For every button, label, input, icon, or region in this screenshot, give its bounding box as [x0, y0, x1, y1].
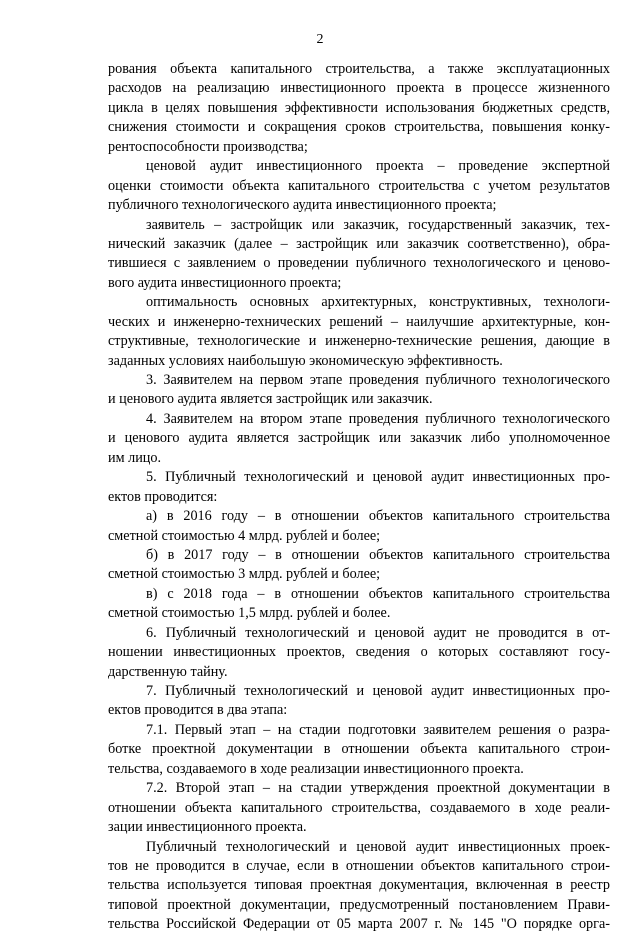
page-number: 2 — [316, 32, 324, 47]
text-line: 6. Публичный технологический и ценовой аудит не проводится в от- — [146, 624, 610, 641]
text-line: структивные, технологические и инженерно-технические решения, дающие в — [108, 333, 610, 350]
text-line: публичного технологического аудита инвестиционного проекта; — [108, 197, 497, 214]
text-line: б) в 2017 году – в отношении объектов капитального строительства — [146, 546, 610, 563]
document-body — [108, 60, 610, 935]
text-line: тов не проводится в случае, если в отношении объектов капитального строи- — [108, 857, 610, 874]
text-line: 3. Заявителем на первом этапе проведения публичного технологического — [146, 372, 610, 388]
text-line: заданных условиях наибольшую экономическую эффективность. — [108, 352, 503, 369]
text-line: 7.2. Второй этап – на стадии утверждения проектной документации в — [146, 780, 610, 797]
text-line: снижения стоимости и сокращения сроков строительства, повышения конку- — [108, 119, 610, 136]
text-line: тельства, создаваемого в ходе реализации инвестиционного проекта. — [108, 760, 524, 777]
text-line: 5. Публичный технологический и ценовой аудит инвестиционных про- — [146, 469, 610, 486]
text-line: отношении объекта капитального строительства, создаваемого в ходе реали- — [108, 799, 610, 816]
text-line: и ценового аудита является застройщик или заказчик. — [108, 391, 433, 408]
text-line: 7.1. Первый этап – на стадии подготовки заявителем решения о разра- — [146, 721, 610, 738]
text-line: ценовой аудит инвестиционного проекта – проведение экспертной — [146, 158, 610, 175]
text-line: рентоспособности производства; — [108, 138, 308, 155]
text-line: тельства используется типовая проектная документация, включенная в реестр — [108, 877, 610, 894]
text-line: ботке проектной документации в отношении объекта капитального строи- — [108, 741, 610, 758]
text-line: типовой проектной документации, предусмотренный постановлением Прави- — [108, 896, 610, 913]
text-line: ектов проводится в два этапа: — [108, 702, 288, 719]
text-line: оценки стоимости объекта капитального строительства с учетом результатов — [108, 177, 610, 194]
text-line: вого аудита инвестиционного проекта; — [108, 274, 342, 291]
text-line: сметной стоимостью 4 млрд. рублей и более; — [108, 527, 381, 544]
text-line: зации инвестиционного проекта. — [108, 819, 307, 836]
text-line: тельства Российской Федерации от 05 марта 2007 г. № 145 "О порядке орга- — [108, 916, 610, 933]
text-line: в) с 2018 года – в отношении объектов капитального строительства — [146, 585, 610, 602]
text-line: расходов на реализацию инвестиционного проекта в процессе жизненного — [108, 80, 610, 97]
text-line: дарственную тайну. — [108, 663, 228, 680]
text-line: им лицо. — [108, 449, 162, 466]
text-line: ческих и инженерно-технических решений – наилучшие архитектурные, кон- — [108, 313, 610, 330]
text-line: ектов проводится: — [108, 488, 218, 505]
text-line: сметной стоимостью 3 млрд. рублей и более; — [108, 566, 381, 583]
text-line: рования объекта капитального строительства, а также эксплуатационных — [108, 61, 610, 77]
text-line: Публичный технологический и ценовой аудит инвестиционных проек- — [146, 838, 610, 855]
text-line: оптимальность основных архитектурных, конструктивных, технологи- — [146, 294, 610, 311]
text-line: нический заказчик (далее – застройщик или заказчик соответственно), обра- — [108, 235, 610, 252]
text-line: 7. Публичный технологический и ценовой аудит инвестиционных про- — [146, 683, 610, 699]
text-line: 4. Заявителем на втором этапе проведения публичного технологического — [146, 410, 610, 427]
text-line: а) в 2016 году – в отношении объектов капитального строительства — [146, 508, 610, 525]
text-line: ношении инвестиционных проектов, сведения о которых составляют госу- — [108, 644, 610, 661]
text-line: тившиеся с заявлением о проведении публичного технологического и ценово- — [108, 255, 610, 272]
text-line: заявитель – застройщик или заказчик, государственный заказчик, тех- — [146, 216, 610, 233]
text-line: цикла в целях повышения эффективности использования бюджетных средств, — [108, 99, 610, 116]
text-line: сметной стоимостью 1,5 млрд. рублей и более. — [108, 605, 391, 622]
text-line: и ценового аудита является застройщик или заказчик либо уполномоченное — [108, 430, 610, 447]
